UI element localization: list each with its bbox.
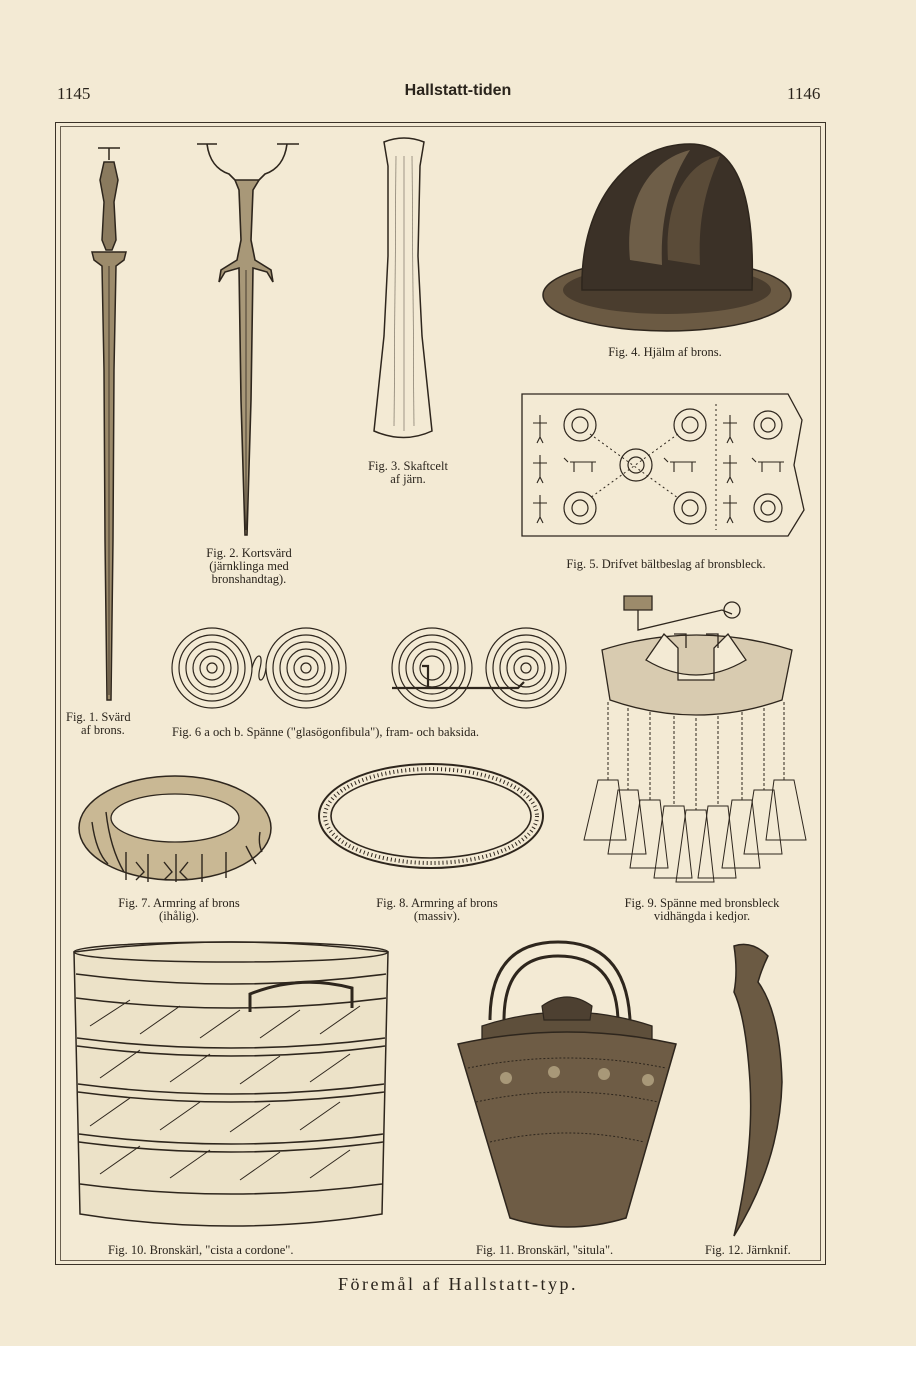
fig7-hollow-armring-illustration bbox=[76, 772, 274, 884]
page-number-left: 1145 bbox=[57, 84, 91, 103]
fig3-iron-celt-illustration bbox=[368, 136, 440, 446]
fig8-caption: Fig. 8. Armring af brons (massiv). bbox=[376, 896, 498, 923]
fig4-caption: Fig. 4. Hjälm af brons. bbox=[608, 345, 722, 359]
fig1-bronze-sword-illustration bbox=[80, 140, 140, 710]
fig9-fibula-with-pendants-illustration bbox=[582, 590, 810, 886]
fig4-bronze-helmet-illustration bbox=[540, 140, 795, 335]
fig3-caption: Fig. 3. Skaftcelt af järn. bbox=[368, 459, 448, 486]
fig8-massive-armring-illustration bbox=[316, 760, 546, 872]
fig1-caption: Fig. 1. Svärd af brons. bbox=[66, 710, 131, 737]
page-number-right: 1146 bbox=[787, 84, 821, 103]
plate-title: Föremål af Hallstatt-typ. bbox=[338, 1274, 578, 1294]
fig12-caption: Fig. 12. Järnknif. bbox=[705, 1243, 791, 1257]
fig5-caption: Fig. 5. Drifvet bältbeslag af bronsbleck. bbox=[566, 557, 766, 571]
fig12-iron-knife-illustration bbox=[728, 942, 788, 1240]
fig6-caption: Fig. 6 a och b. Spänne ("glasögonfibula"), fram- och baksida. bbox=[172, 725, 480, 739]
fig2-short-sword-illustration bbox=[195, 140, 305, 540]
fig5-belt-plate-illustration bbox=[518, 390, 808, 540]
fig6b-spectacle-fibula-back-illustration bbox=[388, 622, 572, 714]
fig2-caption: Fig. 2. Kortsvärd (järnklinga med bronshandtag). bbox=[206, 546, 292, 586]
running-title: Hallstatt-tiden bbox=[404, 82, 512, 99]
fig10-caption: Fig. 10. Bronskärl, "cista a cordone". bbox=[108, 1243, 294, 1257]
fig10-cista-a-cordone-illustration bbox=[70, 938, 392, 1232]
fig6a-spectacle-fibula-front-illustration bbox=[168, 622, 352, 714]
fig11-caption: Fig. 11. Bronskärl, "situla". bbox=[476, 1243, 614, 1257]
fig11-situla-illustration bbox=[454, 936, 680, 1236]
fig9-caption: Fig. 9. Spänne med bronsbleck vidhängda i kedjor. bbox=[624, 896, 780, 923]
fig7-caption: Fig. 7. Armring af brons (ihålig). bbox=[118, 896, 240, 923]
